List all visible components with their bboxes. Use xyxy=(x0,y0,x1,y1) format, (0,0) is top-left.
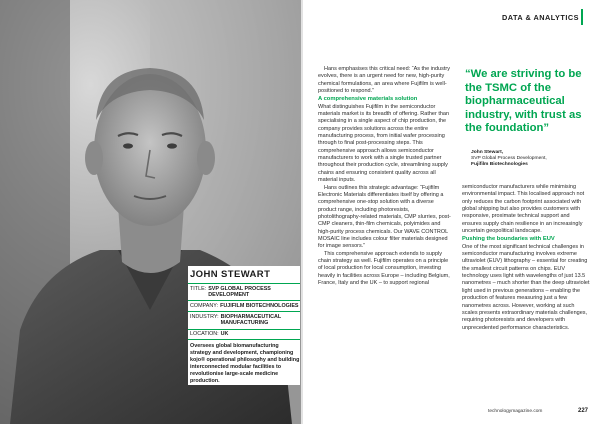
profile-row-location xyxy=(188,329,300,341)
paragraph: This comprehensive approach extends to supply chain strategy as well. Fujifilm operates on a principle of local production for local consumption, investing heavily in facilities across Europe – including Belgium, France, Italy and the UK – to support regional xyxy=(318,250,450,286)
attribution-name: John Stewart, xyxy=(471,150,504,155)
profile-row-industry xyxy=(188,311,300,328)
paragraph: Hans emphasises this critical need: “As the industry evolves, there is an urgent need for new, high-purity chemical formulations, an area where Fujifilm is well-positioned to respond.” xyxy=(318,66,450,95)
paragraph: What distinguishes Fujifilm in the semiconductor materials market is its breadth of offering. Rather than specialising in a single aspect of chip production, the company provides solutions across the entire manufacturing process, from initial wafer processing through to final post-processing steps. This comprehensive approach allows semiconductor manufacturers to work with a single trusted partner throughout their production cycle, streamlining supply chains and ensuring consistent quality across all material inputs. xyxy=(318,103,450,184)
profile-name: JOHN STEWART xyxy=(190,269,271,280)
subheading: A comprehensive materials solution xyxy=(318,96,418,103)
page-gutter xyxy=(301,0,303,424)
profile-value: FUJIFILM BIOTECHNOLOGIES xyxy=(220,302,299,309)
attribution-org: Fujifilm Biotechnologies xyxy=(471,162,528,167)
profile-description: Oversees global biomanufacturing strategy and development, championing kojo® operational philosophy and building interconnected modular facilities to revolutionise large-scale medicine production. xyxy=(190,343,300,385)
attribution-title: SVP Global Process Development, xyxy=(471,156,547,161)
paragraph: One of the most significant technical challenges in semiconductor manufacturing involves extreme ultraviolet (EUV) lithography – essential for creating the smallest circuit patterns on chips. EUV technology uses light with wavelengths of just 13.5 nanometres – much shorter than the deep ultraviolet light used in previous generations – enabling the production of features measuring just a few nanometres across. However, working at such scales presents extraordinary materials challenges, requiring photoresists and developers with unprecedented performance characteristics. xyxy=(462,243,590,331)
article-column-1 xyxy=(318,66,452,287)
profile-key: COMPANY: xyxy=(190,302,219,309)
section-accent-bar xyxy=(581,9,583,25)
profile-box xyxy=(188,266,300,385)
folio-url: technologymagazine.com xyxy=(488,409,543,414)
profile-key: TITLE: xyxy=(190,285,207,292)
profile-value: BIOPHARMACEUTICAL MANUFACTURING xyxy=(220,313,282,327)
article-column-2 xyxy=(462,184,590,332)
profile-row-title xyxy=(188,283,300,300)
paragraph: semiconductor manufacturers while minimising environmental impact. This localised approach not only reduces the carbon footprint associated with global shipping but also provides customers with responsive, proximate technical support and ensures supply chain resilience in an increasingly uncertain geopolitical landscape. xyxy=(462,184,585,235)
page-number: 227 xyxy=(578,408,589,414)
paragraph: Hans outlines this strategic advantage: “Fujifilm Electronic Materials differentiates itself by offering a comprehensive one-stop solution with a diverse product range, including photoresists, photolithography-related materials, CMP slurries, post-CMP cleaners, thin-film chemicals, polyimides and high-purity process chemicals. Our WAVE CONTROL MOSAIC line includes colour filter materials designed for image sensors.” xyxy=(318,184,451,250)
profile-value: UK xyxy=(220,331,229,338)
profile-row-company xyxy=(188,300,300,311)
profile-value: SVP GLOBAL PROCESS DEVELOPMENT xyxy=(208,285,271,299)
subheading: Pushing the boundaries with EUV xyxy=(462,236,555,243)
profile-key: INDUSTRY: xyxy=(190,313,219,320)
quote-attribution xyxy=(471,150,591,168)
pull-quote: “We are striving to be the TSMC of the biopharmaceutical industry, with trust as the foundation” xyxy=(465,68,582,135)
section-tag: DATA & ANALYTICS xyxy=(502,13,580,22)
profile-key: LOCATION: xyxy=(190,331,219,338)
